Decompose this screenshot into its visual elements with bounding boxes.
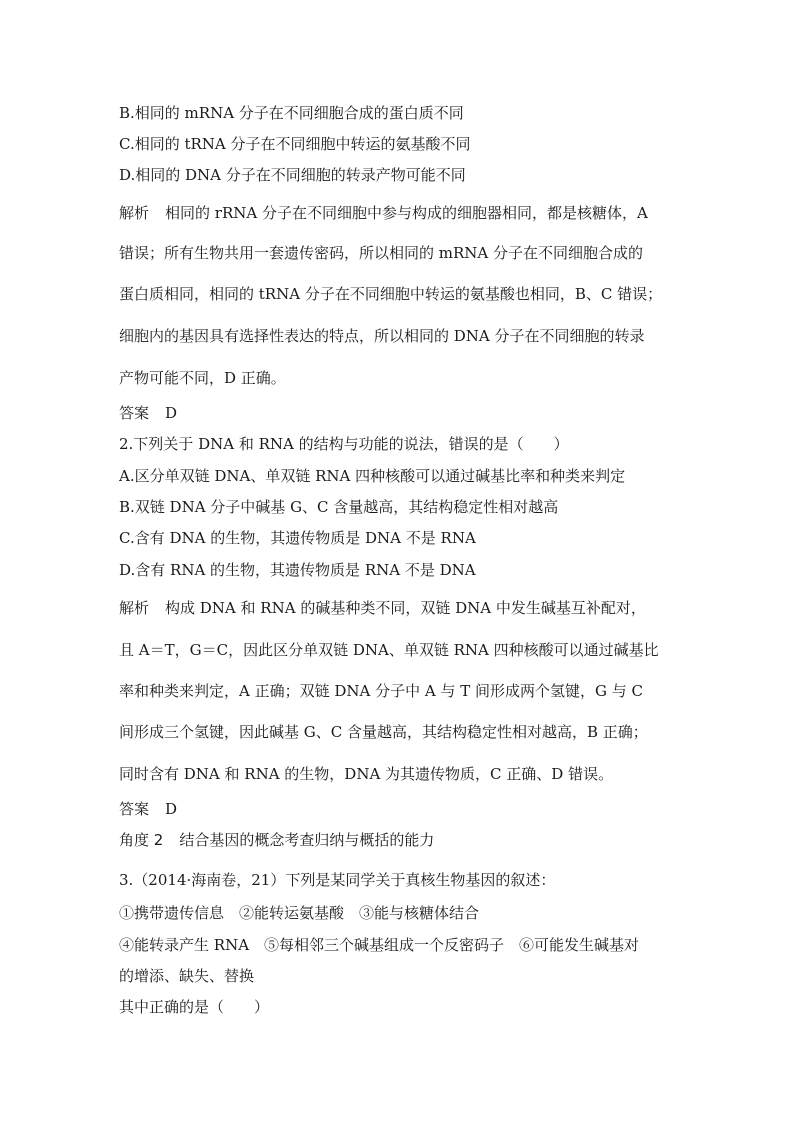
q1-option-c: C.相同的 tRNA 分子在不同细胞中转运的氨基酸不同 — [119, 135, 471, 153]
analysis-text: 构成 DNA 和 RNA 的碱基种类不同，双链 DNA 中发生碱基互补配对， — [165, 599, 646, 617]
q2-option-a: A.区分单双链 DNA、单双链 RNA 四种核酸可以通过碱基比率和种类来判定 — [119, 467, 626, 485]
analysis-label: 解析 — [119, 204, 150, 222]
q3-stem: 3.（2014·海南卷，21）下列是某同学关于真核生物基因的叙述： — [119, 871, 556, 889]
section-heading — [119, 830, 434, 850]
q2-option-b: B.双链 DNA 分子中碱基 G、C 含量越高，其结构稳定性相对越高 — [119, 498, 559, 516]
q2-analysis-line-3: 率和种类来判定，A 正确；双链 DNA 分子中 A 与 T 间形成两个氢键，G 与 C — [119, 682, 644, 700]
q3-items-line-3: 的增添、缺失、替换 — [119, 967, 255, 985]
q1-analysis-line-1 — [119, 203, 648, 223]
q2-answer — [119, 799, 177, 819]
q1-answer — [119, 403, 177, 423]
q2-analysis-line-1 — [119, 598, 646, 618]
section-label: 角度 2 — [119, 831, 164, 849]
q2-analysis-line-5: 同时含有 DNA 和 RNA 的生物，DNA 为其遗传物质，C 正确、D 错误。 — [119, 765, 614, 783]
q2-stem: 2.下列关于 DNA 和 RNA 的结构与功能的说法，错误的是（ ） — [119, 435, 569, 453]
q1-analysis-line-3: 蛋白质相同，相同的 tRNA 分子在不同细胞中转运的氨基酸也相同，B、C 错误； — [119, 285, 663, 303]
q1-option-b: B.相同的 mRNA 分子在不同细胞合成的蛋白质不同 — [119, 104, 464, 122]
answer-value: D — [165, 800, 178, 818]
q1-analysis-line-5: 产物可能不同，D 正确。 — [119, 369, 286, 387]
answer-label: 答案 — [119, 800, 150, 818]
section-title: 结合基因的概念考查归纳与概括的能力 — [179, 831, 435, 849]
q1-analysis-line-4: 细胞内的基因具有选择性表达的特点，所以相同的 DNA 分子在不同细胞的转录 — [119, 327, 645, 345]
q2-option-d: D.含有 RNA 的生物，其遗传物质是 RNA 不是 DNA — [119, 561, 476, 579]
q3-items-line-1: ①携带遗传信息 ②能转运氨基酸 ③能与核糖体结合 — [119, 904, 480, 922]
q1-option-d: D.相同的 DNA 分子在不同细胞的转录产物可能不同 — [119, 166, 466, 184]
q3-items-line-2: ④能转录产生 RNA ⑤每相邻三个碱基组成一个反密码子 ⑥可能发生碱基对 — [119, 936, 640, 954]
q1-analysis-line-2: 错误；所有生物共用一套遗传密码，所以相同的 mRNA 分子在不同细胞合成的 — [119, 244, 644, 262]
answer-value: D — [165, 404, 178, 422]
answer-label: 答案 — [119, 404, 150, 422]
q2-analysis-line-4: 间形成三个氢键，因此碱基 G、C 含量越高，其结构稳定性相对越高，B 正确； — [119, 723, 648, 741]
analysis-text: 相同的 rRNA 分子在不同细胞中参与构成的细胞器相同，都是核糖体，A — [165, 204, 648, 222]
q2-option-c: C.含有 DNA 的生物，其遗传物质是 DNA 不是 RNA — [119, 529, 476, 547]
analysis-label: 解析 — [119, 599, 150, 617]
q2-analysis-line-2: 且 A＝T，G＝C，因此区分单双链 DNA、单双链 RNA 四种核酸可以通过碱基比 — [119, 641, 659, 659]
q3-question: 其中正确的是（ ） — [119, 998, 270, 1016]
